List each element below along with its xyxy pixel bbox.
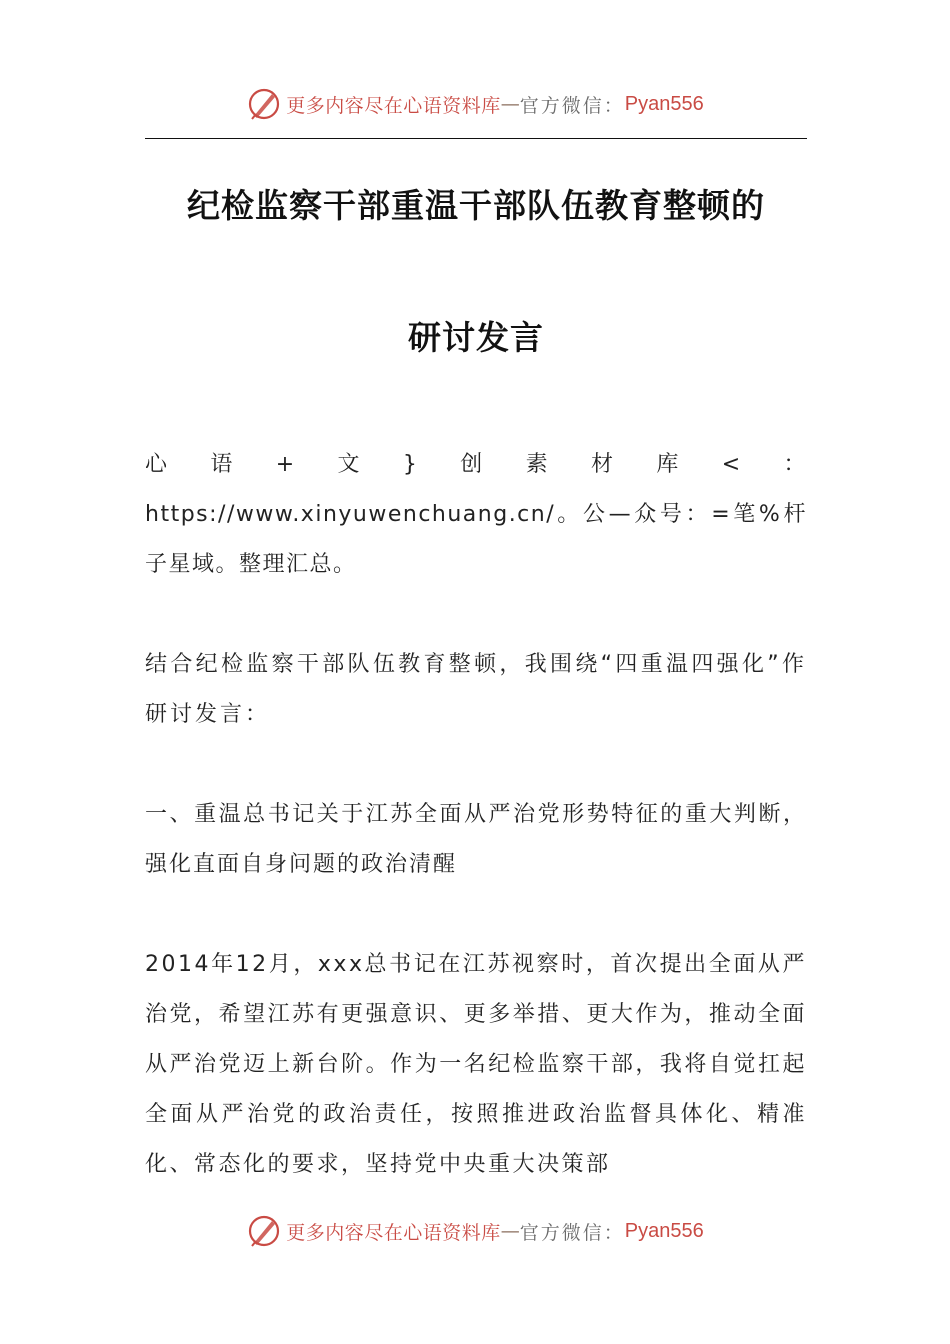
quill-pen-logo-icon — [246, 86, 282, 122]
watermark-separator: — — [500, 1220, 520, 1242]
watermark-official-label: 官方微信： — [519, 94, 625, 117]
document-title-line2: 研讨发言 — [408, 318, 544, 357]
section1-body: 2014年12月，xxx总书记在江苏视察时，首次提出全面从严治党，希望江苏有更强意识、更多举措、更大作为，推动全面从严治党迈上新台阶。作为一名纪检监察干部，我将自觉扛起全面从严治党的政治责任，按照推进政治监督具体化、精准化、常态化的要求，坚持党中央重大决策部 — [145, 952, 807, 1177]
quill-pen-logo-icon — [246, 1213, 282, 1249]
source-note: 心语+文}创素材库<：https://www.xinyuwenchuang.cn/。公—众号：=笔%杆子星域。整理汇总。 — [145, 452, 807, 577]
watermark-official-label: 官方微信： — [519, 1221, 625, 1244]
watermark-separator: — — [500, 93, 520, 115]
watermark-id: Pyan556 — [624, 92, 704, 115]
document-title-line1: 纪检监察干部重温干部队伍教育整顿的 — [187, 186, 765, 225]
watermark-text: 更多内容尽在心语资料库 — [286, 94, 501, 117]
header-rule — [145, 138, 807, 139]
watermark-text: 更多内容尽在心语资料库 — [286, 1221, 501, 1244]
footer-watermark — [0, 1211, 950, 1251]
watermark-id: Pyan556 — [624, 1219, 704, 1242]
header-watermark — [0, 84, 950, 124]
section1-heading: 一、重温总书记关于江苏全面从严治党形势特征的重大判断，强化直面自身问题的政治清醒 — [145, 802, 807, 877]
intro-paragraph: 结合纪检监察干部队伍教育整顿，我围绕“四重温四强化”作研讨发言： — [145, 652, 807, 727]
